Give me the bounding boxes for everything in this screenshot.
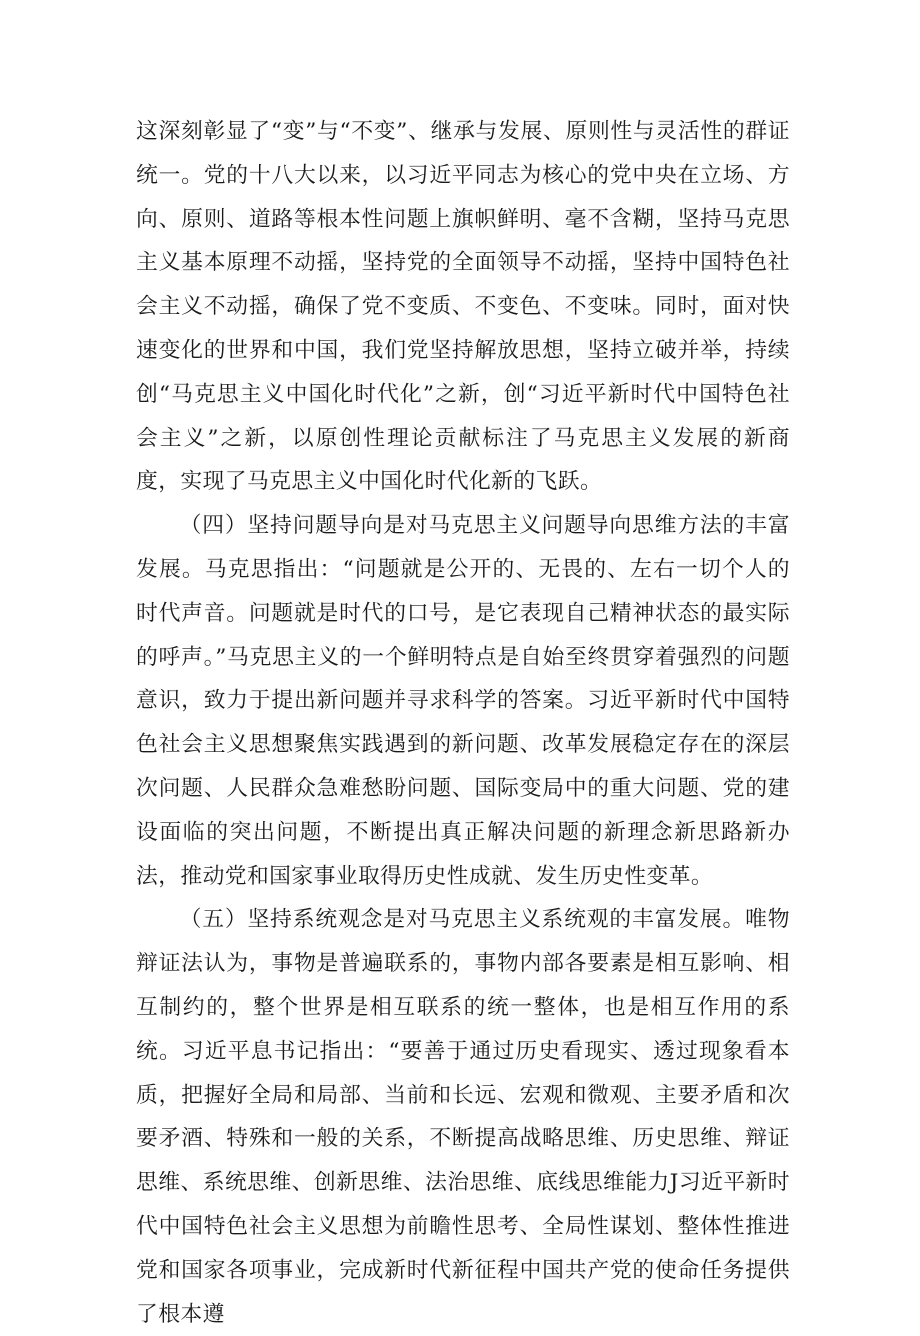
paragraph-problem-orientation: （四）坚持问题导向是对马克思主义问题导向思维方法的丰富发展。马克思指出：“问题就是公开的、无畏的、左右一切个人的时代声音。问题就是时代的口号，是它表现自己精神状态的最实际的呼声。”马克思主义的一个鲜明特点是自始至终贯穿着强烈的问题意识，致力于提出新问题并寻求科学的答案。习近平新时代中国特色社会主义思想聚焦实践遇到的新问题、改革发展稳定存在的深层次问题、人民群众急难愁盼问题、国际变局中的重大问题、党的建设面临的突出问题，不断提出真正解决问题的新理念新思路新办法，推动党和国家事业取得历史性成就、发生历史性变革。 bbox=[136, 513, 790, 889]
document-page bbox=[136, 110, 790, 1336]
paragraph-system-concept: （五）坚持系统观念是对马克思主义系统观的丰富发展。唯物辩证法认为，事物是普遍联系的，事物内部各要素是相互影响、相互制约的，整个世界是相互联系的统一整体，也是相互作用的系统。习近平息书记指出：“要善于通过历史看现实、透过现象看本质，把握好全局和局部、当前和长远、宏观和微观、主要矛盾和次要矛酒、特殊和一般的关系，不断提高战略思维、历史思维、辩证思维、系统思维、创新思维、法治思维、底线思维能力J习近平新时代中国特色社会主义思想为前瞻性思考、全局性谋划、整体性推进党和国家各项事业，完成新时代新征程中国共产党的使命任务提供了根本遵 bbox=[136, 907, 790, 1327]
paragraph-continuation: 这深刻彰显了“变”与“不变”、继承与发展、原则性与灵活性的群证统一。党的十八大以来，以习近平同志为核心的党中央在立场、方向、原则、道路等根本性问题上旗帜鲜明、毫不含糊，坚持马克思主义基本原理不动摇，坚持党的全面领导不动摇，坚持中国特色社会主义不动摇，确保了党不变质、不变色、不变味。同时，面对快速变化的世界和中国，我们党坚持解放思想，坚持立破并举，持续创“马克思主义中国化时代化”之新，创“习近平新时代中国特色社会主义”之新，以原创性理论贡献标注了马克思主义发展的新商度，实现了马克思主义中国化时代化新的飞跃。 bbox=[136, 119, 790, 495]
